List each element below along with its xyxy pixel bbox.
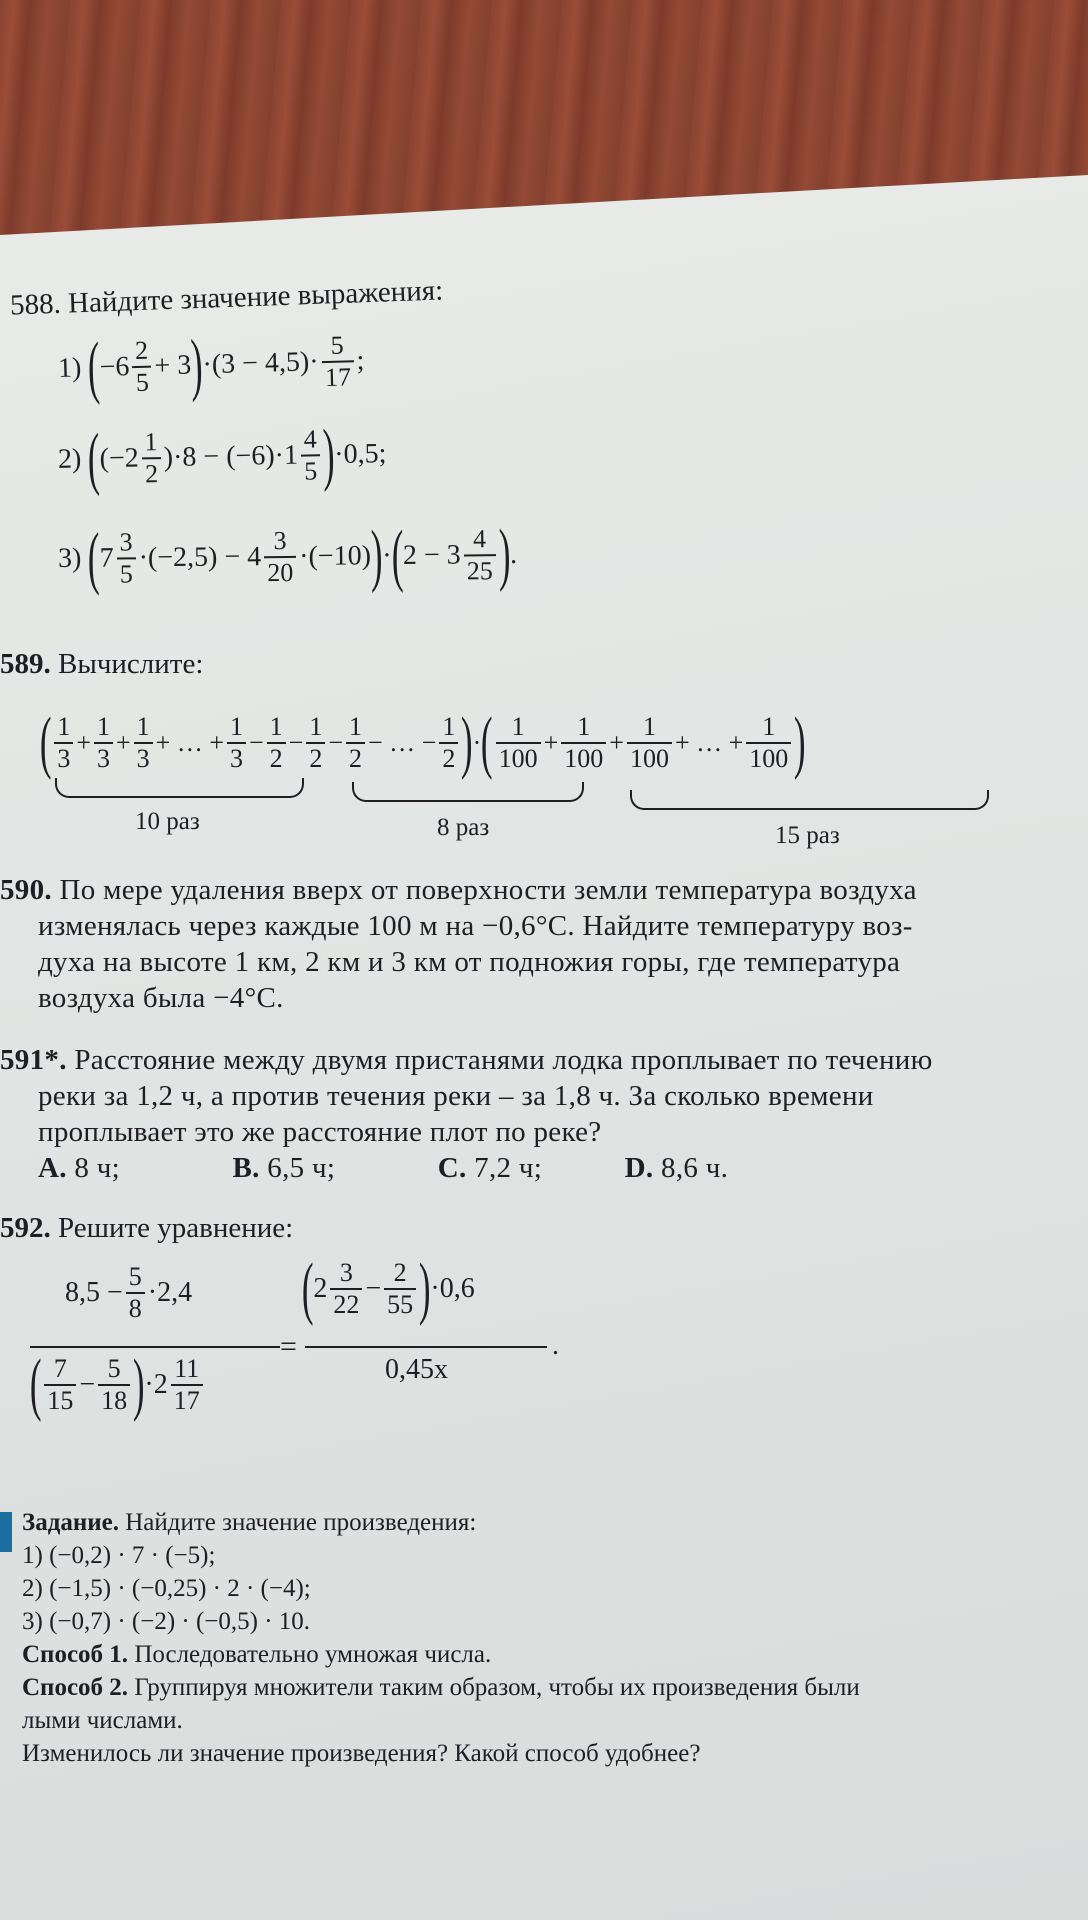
right-numerator: ( 2 $\frac{3}{22}$ − $\frac{2}{55}$ ) ·0,6 <box>301 1250 475 1327</box>
problem-number: 591*. <box>0 1044 67 1076</box>
left-numerator <box>65 1262 192 1324</box>
numerator: 1 <box>306 712 325 744</box>
fraction <box>171 1354 203 1416</box>
term: 2 − 3 <box>402 539 461 571</box>
minus-sign: − <box>288 728 304 757</box>
paren-close: ) <box>132 1346 145 1423</box>
problem-title: Вычислите: <box>58 648 204 680</box>
denominator: 5 <box>119 559 133 589</box>
fraction <box>134 712 153 774</box>
term: . <box>509 538 518 571</box>
underbrace-2 <box>352 782 584 802</box>
task-line: 1) (−0,2) · 7 · (−5); <box>22 1542 216 1569</box>
denominator: 5 <box>303 456 318 486</box>
underbrace-label-3: 15 раз <box>775 822 840 849</box>
problem-592-heading <box>0 1212 293 1245</box>
paren-open: ( <box>87 420 101 498</box>
term: ·(3 − 4,5)· <box>202 346 319 381</box>
fraction <box>496 712 541 774</box>
denominator: 17 <box>324 362 352 393</box>
problem-title: Решите уравнение: <box>58 1212 294 1244</box>
paren-open: ( <box>87 519 101 597</box>
denominator: 22 <box>333 1290 360 1319</box>
denominator: 3 <box>136 744 150 773</box>
numerator: 1 <box>561 712 606 744</box>
denominator: 20 <box>267 557 294 588</box>
paren-open: ( <box>87 328 101 407</box>
fraction <box>44 1354 76 1416</box>
paren-open: ( <box>29 1346 42 1423</box>
task-line: 2) (−1,5) · (−0,25) · 2 · (−4); <box>22 1575 311 1602</box>
text-line: воздуха была −4°С. <box>38 982 284 1014</box>
task-subtitle: Найдите значение произведения: <box>125 1509 477 1536</box>
option-c: 7,2 ч; <box>474 1152 543 1184</box>
plus-sign: + <box>543 728 559 757</box>
denominator: 2 <box>349 744 362 773</box>
denominator: 2 <box>269 744 283 773</box>
item-label: 3) <box>57 542 82 575</box>
problem-591 <box>0 1042 933 1186</box>
fraction <box>463 524 496 586</box>
denominator: 8 <box>128 1294 142 1323</box>
numerator: 1 <box>267 712 286 744</box>
fraction <box>321 330 355 393</box>
plus-sign: + <box>115 728 131 757</box>
fraction <box>306 712 325 774</box>
problem-number: 589. <box>0 648 51 680</box>
fraction <box>126 1262 145 1324</box>
option-c-letter: С. <box>437 1152 467 1184</box>
denominator: 55 <box>387 1290 414 1319</box>
task-marker-icon <box>0 1512 12 1552</box>
fraction <box>54 712 73 774</box>
fraction <box>94 712 113 774</box>
denominator: 2 <box>309 744 323 773</box>
left-denominator: ( $\frac{7}{15}$ − $\frac{5}{18}$ ) ·2 $\frac{11}{17}$ <box>30 1350 206 1420</box>
problem-590 <box>0 872 917 1016</box>
fraction <box>132 336 153 398</box>
term: −6 <box>99 351 130 383</box>
problem-number: 592. <box>0 1212 51 1244</box>
numerator: 7 <box>44 1354 76 1386</box>
text-line: проплывает это же расстояние плот по реке? <box>38 1116 602 1148</box>
task-section <box>22 1506 860 1770</box>
fraction-bar <box>305 1346 547 1348</box>
term: ·2,4 <box>147 1277 193 1308</box>
method-label: Способ 2. <box>22 1674 129 1701</box>
numerator: 3 <box>116 527 135 559</box>
task-title: Задание. <box>22 1509 119 1536</box>
paren-close: ) <box>322 416 336 494</box>
numerator: 1 <box>54 712 73 744</box>
term: )·8 − (−6)·1 <box>163 439 299 474</box>
denominator: 100 <box>564 744 604 773</box>
term: ·2 <box>144 1369 168 1400</box>
underbrace-label-1: 10 раз <box>135 808 200 835</box>
paren-open: ( <box>481 704 493 781</box>
option-a: 8 ч; <box>74 1152 120 1184</box>
plus-sign: + <box>609 728 624 757</box>
fraction <box>98 1354 130 1416</box>
ellipsis: + … + <box>674 728 744 757</box>
numerator: 5 <box>98 1354 130 1386</box>
numerator: 3 <box>330 1258 362 1290</box>
term: · <box>382 540 392 572</box>
fraction <box>561 712 606 774</box>
fraction <box>227 712 246 774</box>
fraction <box>300 424 320 486</box>
problem-title: Найдите значение выражения: <box>67 274 444 320</box>
numerator: 5 <box>126 1262 145 1294</box>
denominator: 5 <box>135 367 150 397</box>
denominator: 3 <box>229 744 243 773</box>
fraction <box>627 712 672 774</box>
equals-sign: = <box>280 1330 297 1363</box>
fraction <box>746 712 791 774</box>
paren-close: ) <box>461 704 473 781</box>
problem-588-item-1 <box>57 326 365 407</box>
term: + 3 <box>154 349 192 382</box>
method-text: лыми числами. <box>22 1707 183 1734</box>
method-text: Последовательно умножая числа. <box>134 1641 492 1668</box>
term: ·(−10) <box>299 540 372 572</box>
paren-open: ( <box>391 516 404 595</box>
problem-588-item-2 <box>57 416 387 498</box>
denominator: 25 <box>466 556 493 586</box>
denominator: 3 <box>96 744 110 773</box>
denominator: 2 <box>144 459 159 489</box>
fraction-bar <box>30 1346 280 1348</box>
underbrace-3 <box>630 790 989 810</box>
numerator: 11 <box>171 1354 203 1386</box>
term: ·0,6 <box>430 1273 475 1304</box>
paren-close: ) <box>370 517 383 595</box>
paren-open: ( <box>39 704 52 781</box>
method-text: Группируя множители таким образом, чтобы их произведения были <box>134 1674 860 1701</box>
problem-number: 588. <box>9 287 62 322</box>
paren-close: ) <box>794 704 806 781</box>
numerator: 1 <box>746 712 791 744</box>
denominator: 100 <box>629 744 669 773</box>
plus-sign: + <box>76 728 91 757</box>
denominator: 100 <box>749 744 789 773</box>
fraction <box>267 712 286 774</box>
numerator: 4 <box>463 524 495 556</box>
text-line: реки за 1,2 ч, а против течения реки – за 1,8 ч. За сколько времени <box>38 1080 874 1112</box>
term: 8,5 − <box>65 1277 123 1308</box>
paren-close: ) <box>498 516 511 594</box>
numerator: 4 <box>300 424 320 456</box>
minus-sign: − <box>328 728 343 757</box>
numerator: 2 <box>132 336 152 368</box>
option-d: 8,6 ч. <box>661 1152 729 1184</box>
method-label: Способ 1. <box>22 1641 129 1668</box>
numerator: 1 <box>627 712 672 744</box>
term: ·0,5; <box>333 438 387 471</box>
denominator: 2 <box>442 744 456 773</box>
term: 7 <box>99 542 114 574</box>
fraction <box>116 527 136 589</box>
fraction <box>264 526 297 588</box>
fraction <box>141 427 161 489</box>
option-b: 6,5 ч; <box>267 1152 336 1184</box>
term: (−2 <box>99 442 140 475</box>
numerator: 3 <box>264 526 296 558</box>
denominator: 15 <box>47 1386 74 1415</box>
ellipsis: − … − <box>368 728 437 757</box>
numerator: 1 <box>134 712 153 744</box>
option-a-letter: А. <box>38 1152 67 1184</box>
numerator: 5 <box>321 330 354 363</box>
problem-number: 590. <box>0 874 52 906</box>
term: ·(−2,5) − 4 <box>138 541 262 574</box>
fraction <box>384 1258 416 1320</box>
denominator: 18 <box>101 1386 128 1415</box>
paren-open: ( <box>301 1250 314 1327</box>
task-line: 3) (−0,7) · (−2) · (−0,5) · 10. <box>22 1608 311 1635</box>
text-line: духа на высоте 1 км, 2 км и 3 км от подножия горы, где температура <box>38 946 901 978</box>
numerator: 1 <box>141 427 161 459</box>
fraction <box>439 712 458 774</box>
paren-close: ) <box>190 326 204 404</box>
text-line: Расстояние между двумя пристанями лодка проплывает по течению <box>74 1044 933 1076</box>
term: 0,45x <box>385 1354 448 1385</box>
denominator: 100 <box>498 744 538 773</box>
task-question: Изменилось ли значение произведения? Какой способ удобнее? <box>22 1740 701 1767</box>
denominator: 17 <box>173 1386 200 1415</box>
numerator: 2 <box>384 1258 416 1290</box>
option-d-letter: D. <box>624 1152 654 1184</box>
text-line: изменялась через каждые 100 м на −0,6°С. Найдите температуру воз- <box>38 910 913 942</box>
minus-sign: − <box>248 728 264 757</box>
problem-589-expression: ( $\frac{1}{3}$ + $\frac{1}{3}$ + $\frac{1}{3}$ + … + $\frac{1}{3}$ − $\frac{1}{2}$ − $\frac{1}{2}$ − $\frac{1}{2}$ − … − $\frac{1}{2}$ ) · ( $\frac{1}{100}$ + $\frac{1}{100}$ + $\frac{1}{100}$ + … + $\frac{1}{100}$ ) <box>39 704 806 781</box>
term: 2 <box>313 1273 328 1304</box>
numerator: 1 <box>346 712 365 744</box>
numerator: 1 <box>439 712 458 744</box>
ellipsis: + … + <box>155 728 224 757</box>
problem-589-heading <box>0 648 203 681</box>
text-line: По мере удаления вверх от поверхности земли температура воздуха <box>59 874 917 906</box>
denominator: 3 <box>57 744 71 773</box>
item-label: 1) <box>57 352 82 385</box>
fraction <box>330 1258 362 1320</box>
item-label: 2) <box>57 443 82 475</box>
paren-close: ) <box>418 1250 431 1327</box>
underbrace-label-2: 8 раз <box>437 814 490 841</box>
numerator: 1 <box>94 712 113 744</box>
fraction <box>346 712 365 774</box>
numerator: 1 <box>227 712 246 744</box>
term: . <box>552 1330 559 1361</box>
problem-588-item-3 <box>57 516 518 597</box>
option-b-letter: В. <box>232 1152 260 1184</box>
numerator: 1 <box>496 712 541 744</box>
underbrace-1 <box>55 778 304 798</box>
term: ; <box>356 344 365 377</box>
